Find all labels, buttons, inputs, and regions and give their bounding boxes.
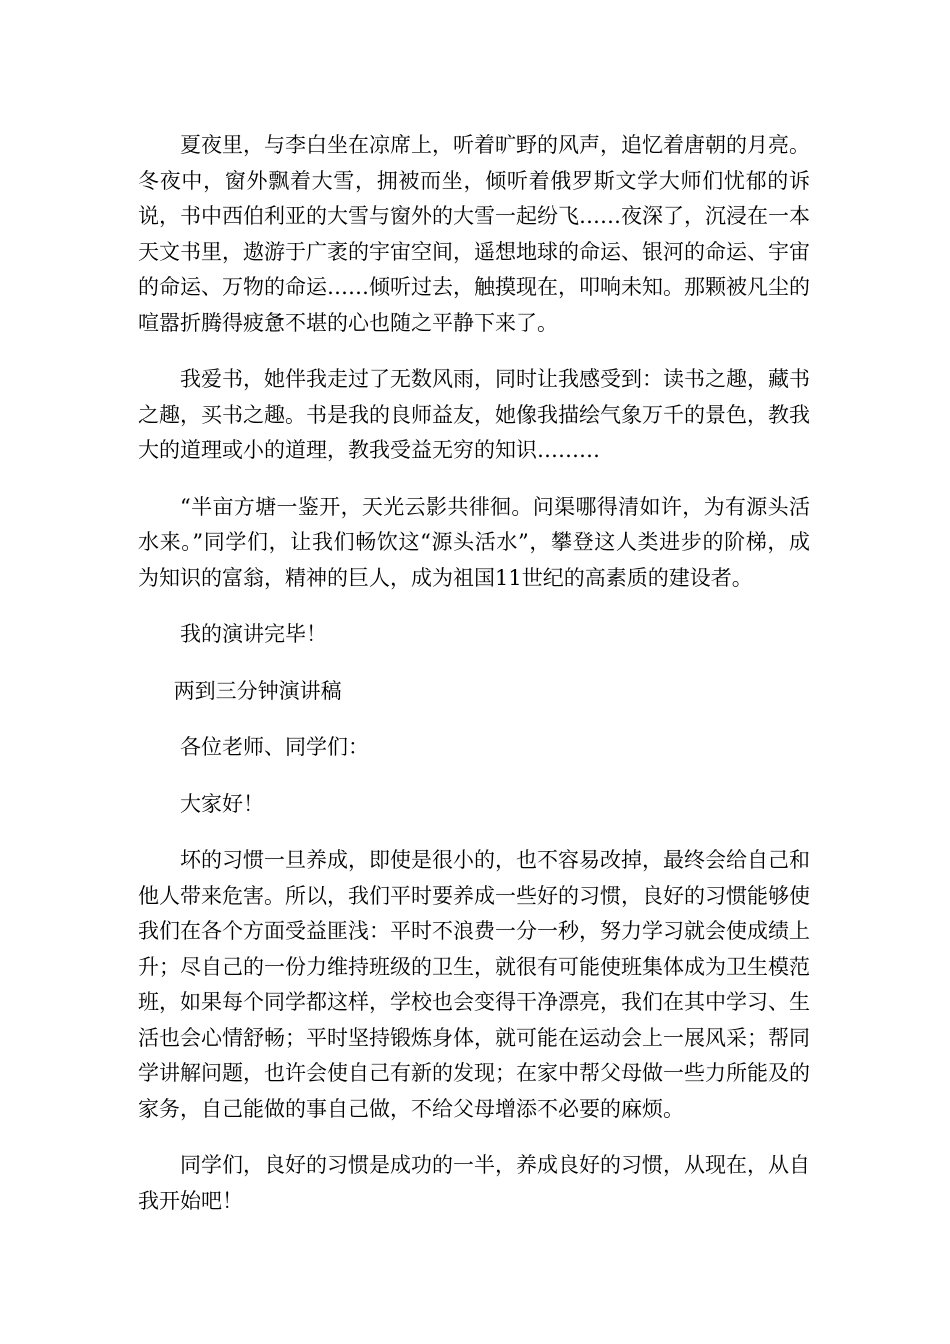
greeting: 大家好！ (180, 791, 264, 816)
paragraph-conclusion: 同学们，良好的习惯是成功的一半，养成良好的习惯，从现在，从自我开始吧！ (138, 1153, 810, 1213)
paragraph-speech-end: 我的演讲完毕！ (180, 622, 327, 646)
section-title: 两到三分钟演讲稿 (173, 678, 342, 703)
paragraph-poem-quote: “半亩方塘一鉴开，天光云影共徘徊。问渠哪得清如许，为有源头活水来。”同学们，让我们畅饮这“源头活水”，攀登这人类进步的阶梯，成为知识的富翁，精神的巨人，成为祖国11世纪的高素质的建设者。 (138, 494, 810, 590)
document-body (138, 128, 810, 1240)
paragraph-reading-scenes: 夏夜里，与李白坐在凉席上，听着旷野的风声，追忆着唐朝的月亮。冬夜中，窗外飘着大雪，拥被而坐，倾听着俄罗斯文学大师们忧郁的诉说，书中西伯利亚的大雪与窗外的大雪一起纷飞……夜深了，沉浸在一本天文书里，遨游于广袤的宇宙空间，遥想地球的命运、银河的命运、宇宙的命运、万物的命运……倾听过去，触摸现在，叩响未知。那颗被凡尘的喧嚣折腾得疲惫不堪的心也随之平静下来了。 (138, 133, 810, 335)
paragraph-good-habits: 坏的习惯一旦养成，即使是很小的，也不容易改掉，最终会给自己和他人带来危害。所以，我们平时要养成一些好的习惯，良好的习惯能够使我们在各个方面受益匪浅：平时不浪费一分一秒，努力学习就会使成绩上升；尽自己的一份力维持班级的卫生，就很有可能使班集体成为卫生模范班，如果每个同学都这样，学校也会变得干净漂亮，我们在其中学习、生活也会心情舒畅；平时坚持锻炼身体，就可能在运动会上一展风采；帮同学讲解问题，也许会使自己有新的发现；在家中帮父母做一些力所能及的家务，自己能做的事自己做，不给父母增添不必要的麻烦。 (138, 848, 810, 1121)
paragraph-love-books: 我爱书，她伴我走过了无数风雨，同时让我感受到：读书之趣，藏书之趣，买书之趣。书是我的良师益友，她像我描绘气象万千的景色，教我大的道理或小的道理，教我受益无穷的知识……… (138, 367, 810, 462)
salutation: 各位老师、同学们： (180, 735, 369, 759)
